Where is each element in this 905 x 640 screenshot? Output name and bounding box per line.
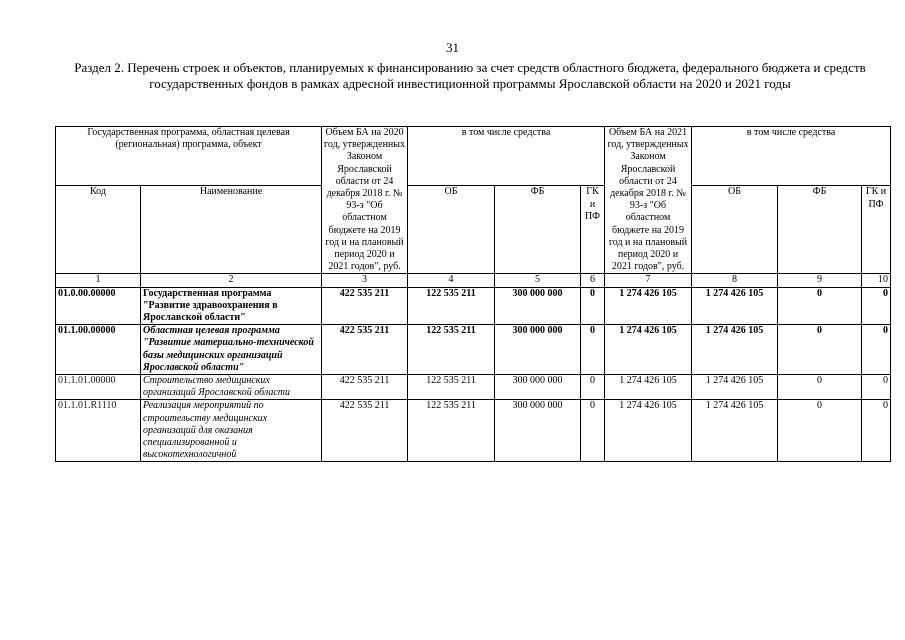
- header-name: Наименование: [141, 186, 322, 274]
- row-name: Государственная программа "Развитие здравоохранения в Ярославской области": [141, 287, 322, 325]
- table-row: [56, 375, 891, 400]
- column-number: 2: [141, 274, 322, 287]
- row-gkpf-2020: 0: [581, 375, 605, 400]
- row-code: 01.1.00.00000: [56, 325, 141, 375]
- row-volume-2021: 1 274 426 105: [605, 287, 692, 325]
- header-gkpf-2020: ГК и ПФ: [581, 186, 605, 274]
- row-name: Строительство медицинских организаций Ярославской области: [141, 375, 322, 400]
- row-gkpf-2021: 0: [862, 375, 891, 400]
- row-ob-2020: 122 535 211: [408, 325, 495, 375]
- row-ob-2021: 1 274 426 105: [692, 287, 778, 325]
- row-ob-2020: 122 535 211: [408, 287, 495, 325]
- row-fb-2021: 0: [778, 287, 862, 325]
- column-number-row: [56, 274, 891, 287]
- column-number: 9: [778, 274, 862, 287]
- row-ob-2020: 122 535 211: [408, 375, 495, 400]
- header-row-2: [56, 186, 891, 274]
- header-volume-2021: Объем БА на 2021 год, утвержденных Законом Ярославской области от 24 декабря 2018 г. № 93-з "Об областном бюджете на 2019 год и на плановый период 2020 и 2021 годов", руб.: [605, 127, 692, 274]
- row-ob-2021: 1 274 426 105: [692, 375, 778, 400]
- row-volume-2021: 1 274 426 105: [605, 400, 692, 462]
- header-gkpf-2021: ГК и ПФ: [862, 186, 891, 274]
- row-ob-2021: 1 274 426 105: [692, 400, 778, 462]
- header-fb-2020: ФБ: [495, 186, 581, 274]
- table-row: [56, 400, 891, 462]
- header-fb-2021: ФБ: [778, 186, 862, 274]
- header-volume-2020: Объем БА на 2020 год, утвержденных Законом Ярославской области от 24 декабря 2018 г. № 93-з "Об областном бюджете на 2019 год и на плановый период 2020 и 2021 годов", руб.: [322, 127, 408, 274]
- column-number: 3: [322, 274, 408, 287]
- row-ob-2021: 1 274 426 105: [692, 325, 778, 375]
- column-number: 6: [581, 274, 605, 287]
- row-ob-2020: 122 535 211: [408, 400, 495, 462]
- section-title: Раздел 2. Перечень строек и объектов, планируемых к финансированию за счет средств областного бюджета, федерального бюджета и средств государственных фондов в рамках адресной инвестиционной программы Ярославской области на 2020 и 2021 годы: [74, 60, 866, 91]
- column-number: 1: [56, 274, 141, 287]
- column-number: 8: [692, 274, 778, 287]
- page-number: 31: [446, 40, 459, 55]
- table-row: [56, 287, 891, 325]
- row-fb-2020: 300 000 000: [495, 400, 581, 462]
- header-including-2021: в том числе средства: [692, 127, 891, 186]
- row-fb-2021: 0: [778, 375, 862, 400]
- header-code: Код: [56, 186, 141, 274]
- row-gkpf-2021: 0: [862, 325, 891, 375]
- column-number: 4: [408, 274, 495, 287]
- row-volume-2020: 422 535 211: [322, 400, 408, 462]
- row-gkpf-2021: 0: [862, 287, 891, 325]
- header-ob-2021: ОБ: [692, 186, 778, 274]
- header-including-2020: в том числе средства: [408, 127, 605, 186]
- table-row: [56, 325, 891, 375]
- header-row-1: [56, 127, 891, 186]
- row-fb-2021: 0: [778, 400, 862, 462]
- row-code: 01.1.01.00000: [56, 375, 141, 400]
- row-volume-2020: 422 535 211: [322, 287, 408, 325]
- row-volume-2020: 422 535 211: [322, 325, 408, 375]
- header-program-group: Государственная программа, областная целевая (региональная) программа, объект: [56, 127, 322, 186]
- row-gkpf-2020: 0: [581, 400, 605, 462]
- row-code: 01.0.00.00000: [56, 287, 141, 325]
- row-name: Областная целевая программа "Развитие материально-технической базы медицинских организаций Ярославской области": [141, 325, 322, 375]
- row-fb-2020: 300 000 000: [495, 325, 581, 375]
- row-code: 01.1.01.R1110: [56, 400, 141, 462]
- row-volume-2021: 1 274 426 105: [605, 325, 692, 375]
- header-ob-2020: ОБ: [408, 186, 495, 274]
- row-fb-2021: 0: [778, 325, 862, 375]
- row-volume-2020: 422 535 211: [322, 375, 408, 400]
- column-number: 7: [605, 274, 692, 287]
- row-fb-2020: 300 000 000: [495, 375, 581, 400]
- row-gkpf-2020: 0: [581, 287, 605, 325]
- row-gkpf-2020: 0: [581, 325, 605, 375]
- row-fb-2020: 300 000 000: [495, 287, 581, 325]
- column-number: 10: [862, 274, 891, 287]
- row-gkpf-2021: 0: [862, 400, 891, 462]
- row-name: Реализация мероприятий по строительству медицинских организаций для оказания специализированной и высокотехнологичной: [141, 400, 322, 462]
- budget-table: [55, 126, 891, 462]
- column-number: 5: [495, 274, 581, 287]
- row-volume-2021: 1 274 426 105: [605, 375, 692, 400]
